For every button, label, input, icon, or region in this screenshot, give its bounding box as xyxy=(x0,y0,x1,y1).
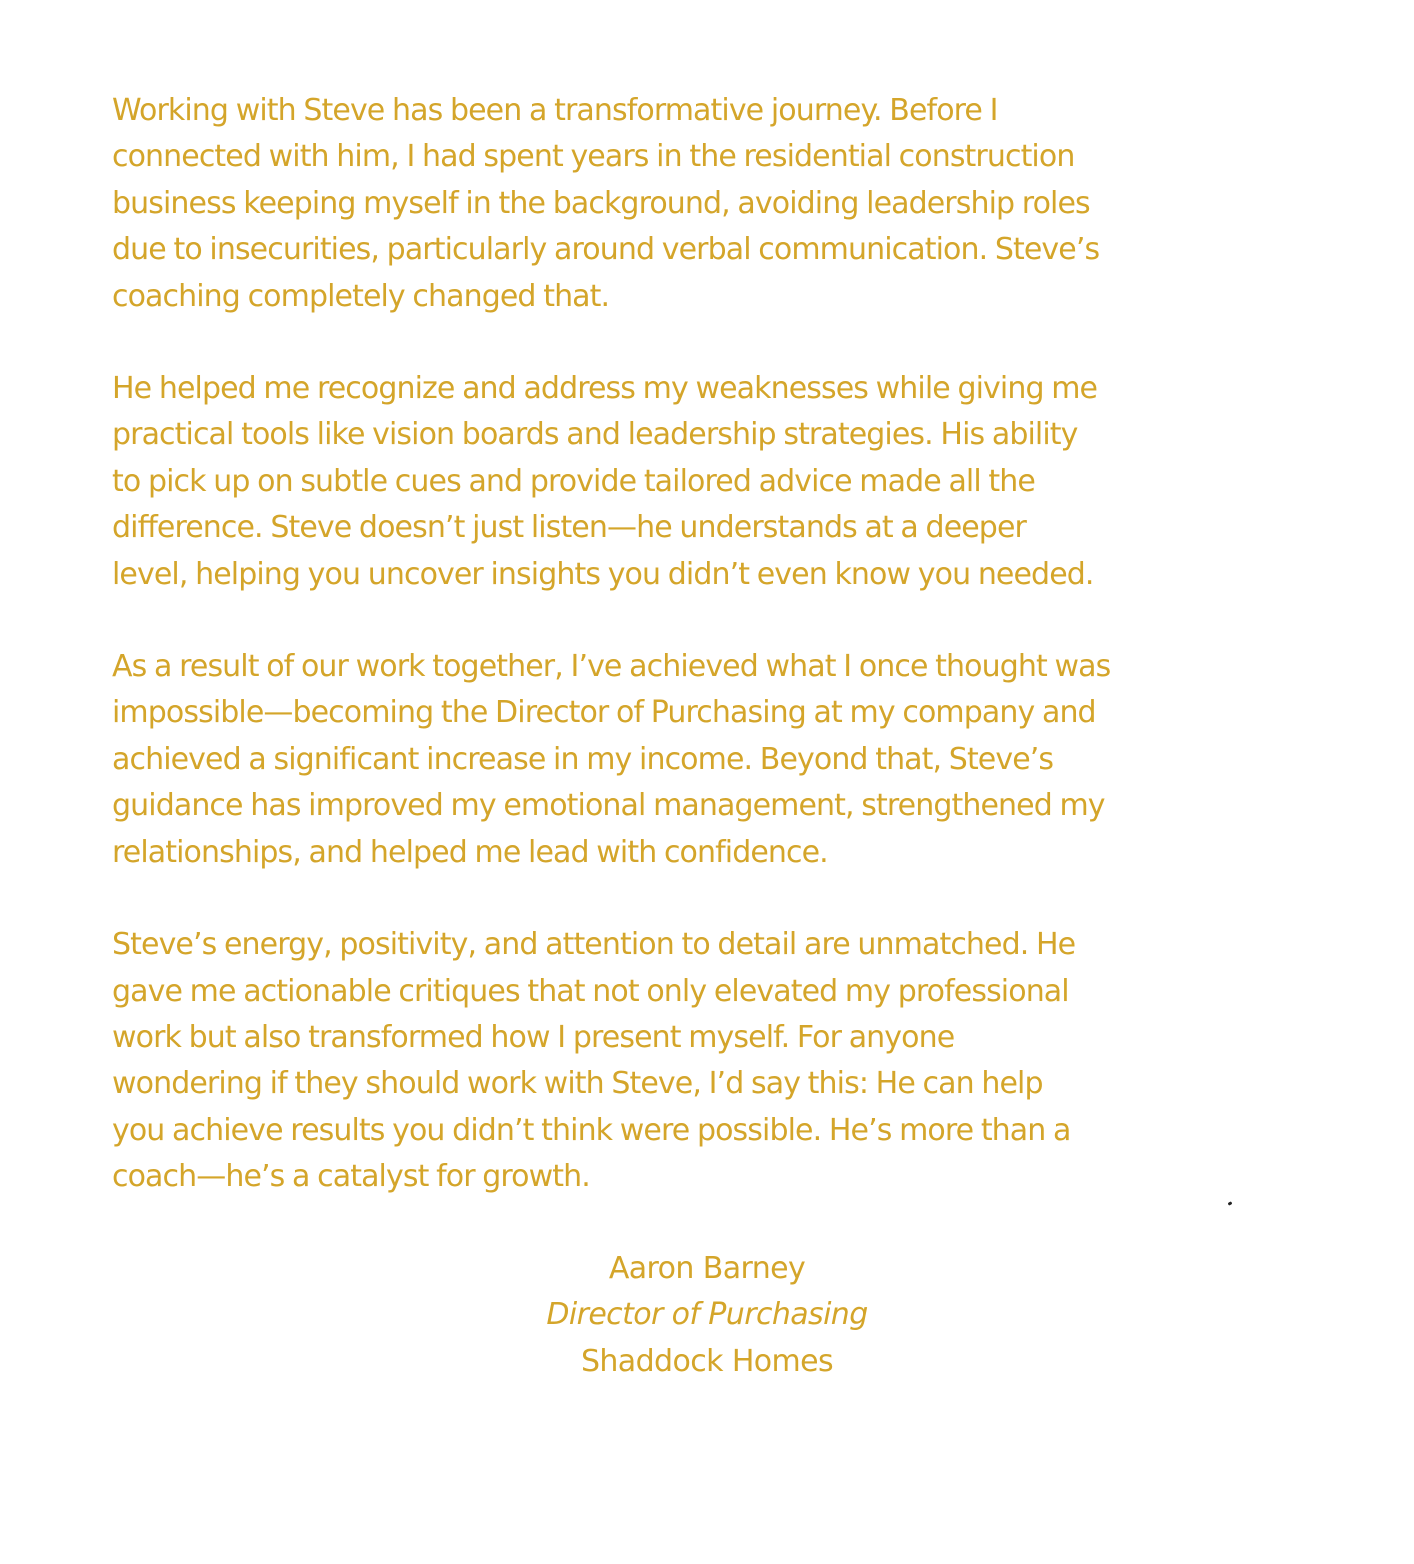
testimonial-paragraph-1: Working with Steve has been a transformative journey. Before I connected with him, I had spent years in the residential construction business keeping myself in the background, avoiding leadership roles due to insecurities, particularly around verbal communication. Steve’s coaching completely changed that. xyxy=(112,93,1100,314)
testimonial-paragraph-3: As a result of our work together, I’ve achieved what I once thought was impossible—becoming the Director of Purchasing at my company and achieved a significant increase in my income. Beyond that, Steve’s guidance has improved my emotional management, strengthened my relationships, and helped me lead with confidence. xyxy=(112,649,1111,870)
signature-block xyxy=(0,1246,1414,1385)
signature-title: Director of Purchasing xyxy=(546,1297,868,1333)
signature-name: Aaron Barney xyxy=(608,1251,806,1286)
signature-company: Shaddock Homes xyxy=(580,1343,834,1379)
testimonial-body xyxy=(112,88,1252,1201)
testimonial-paragraph-4: Steve’s energy, positivity, and attention to detail are unmatched. He gave me actionable critiques that not only elevated my professional work but also transformed how I present myself. For anyone wondering if they should work with Steve, I’d say this: He can help you achieve results you didn’t think were possible. He’s more than a coach—he’s a catalyst for growth. xyxy=(112,927,1076,1195)
testimonial-paragraph-2: He helped me recognize and address my weaknesses while giving me practical tools like vision boards and leadership strategies. His ability to pick up on subtle cues and provide tailored advice made all the difference. Steve doesn’t just listen—he understands at a deeper level, helping you uncover insights you didn’t even know you needed. xyxy=(112,371,1098,592)
ink-speck xyxy=(1228,1201,1233,1206)
